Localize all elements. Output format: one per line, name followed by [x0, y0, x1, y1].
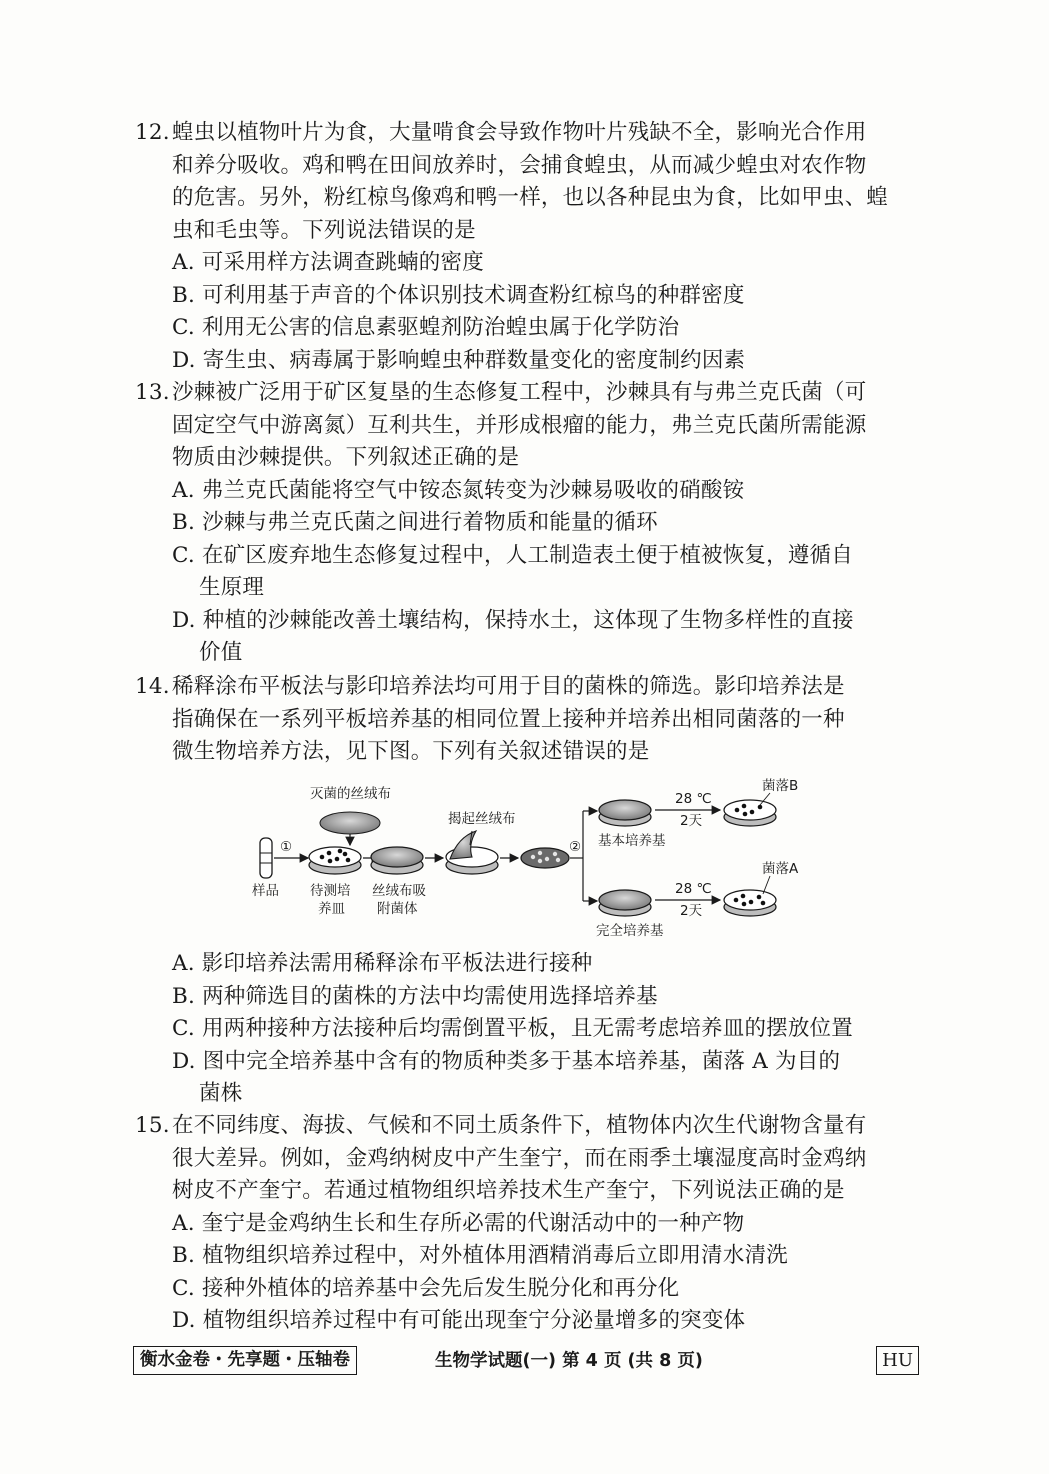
question-text: 的危害。另外，粉红椋鸟像鸡和鸭一样，也以各种昆虫为食，比如甲虫、蝗 — [172, 185, 889, 210]
question-text: 稀释涂布平板法与影印培养法均可用于目的菌株的筛选。影印培养法是 — [172, 674, 845, 699]
basic-medium-label: 基本培养基 — [598, 833, 666, 849]
complete-medium-dish-icon — [599, 890, 651, 916]
velvet-cloth-icon — [320, 812, 380, 834]
option-d: D. 种植的沙棘能改善土壤结构，保持水土，这体现了生物多样性的直接 — [172, 607, 854, 633]
temp-top-label: 28 ℃ — [675, 791, 712, 807]
question-text: 蝗虫以植物叶片为食，大量啃食会导致作物叶片残缺不全，影响光合作用 — [172, 120, 867, 145]
question-15 — [135, 1110, 920, 1338]
days-bottom-label: 2天 — [680, 903, 703, 919]
lifting-cloth-icon — [446, 831, 498, 874]
question-text: 在不同纬度、海拔、气候和不同土质条件下，植物体内次生代谢物含量有 — [172, 1113, 867, 1138]
question-14-options — [135, 948, 920, 1111]
region-code: HU — [876, 1346, 919, 1375]
option-a: A. 影印培养法需用稀释涂布平板法进行接种 — [172, 951, 593, 976]
question-text: 和养分吸收。鸡和鸭在田间放养时，会捕食蝗虫，从而减少蝗虫对农作物 — [172, 152, 867, 178]
option-b: B. 两种筛选目的菌株的方法中均需使用选择培养基 — [172, 983, 658, 1009]
test-dish-label-1: 待测培 — [310, 883, 351, 899]
cloth-absorb-label-2: 附菌体 — [377, 901, 418, 917]
days-top-label: 2天 — [680, 813, 703, 829]
option-d-continued: 菌株 — [199, 1081, 243, 1106]
cloth-dish-icon — [371, 847, 423, 874]
petri-dish-icon — [309, 847, 361, 874]
option-b: B. 植物组织培养过程中，对外植体用酒精消毒后立即用清水清洗 — [172, 1243, 788, 1268]
result-dish-b-icon — [724, 800, 776, 826]
basic-medium-dish-icon — [599, 800, 651, 826]
option-c: C. 利用无公害的信息素驱蝗剂防治蝗虫属于化学防治 — [172, 315, 680, 340]
sample-label: 样品 — [252, 883, 279, 899]
page-info: 生物学试题(一) 第 4 页 (共 8 页) — [435, 1351, 703, 1371]
question-number: 13. — [135, 380, 170, 405]
option-d-continued: 价值 — [199, 640, 243, 665]
question-text: 指确保在一系列平板培养基的相同位置上接种并培养出相同菌落的一种 — [172, 706, 845, 732]
test-tube-icon — [260, 838, 272, 878]
question-text: 物质由沙棘提供。下列叙述正确的是 — [172, 445, 520, 470]
result-dish-a-icon — [724, 890, 776, 916]
cloth-colonies-icon — [521, 848, 569, 868]
pointer-line — [763, 876, 770, 894]
step-1-label: ① — [280, 839, 293, 855]
question-12 — [135, 117, 920, 377]
complete-medium-label: 完全培养基 — [596, 923, 664, 939]
question-text: 沙棘被广泛用于矿区复垦的生态修复工程中，沙棘具有与弗兰克氏菌（可 — [172, 380, 867, 405]
colony-a-label: 菌落A — [762, 861, 799, 877]
cloth-absorb-label-1: 丝绒布吸 — [372, 883, 426, 899]
option-c: C. 用两种接种方法接种后均需倒置平板，且无需考虑培养皿的摆放位置 — [172, 1016, 853, 1041]
option-a: A. 可采用样方法调查跳蝻的密度 — [172, 250, 484, 275]
page-footer — [133, 1346, 919, 1376]
step-2-label: ② — [569, 839, 582, 855]
lift-cloth-label: 揭起丝绒布 — [448, 811, 516, 827]
option-d: D. 寄生虫、病毒属于影响蝗虫种群数量变化的密度制约因素 — [172, 347, 746, 373]
sterile-cloth-label: 灭菌的丝绒布 — [310, 786, 391, 802]
colony-b-label: 菌落B — [762, 778, 799, 794]
brand-label: 衡水金卷・先享题・压轴卷 — [133, 1346, 357, 1375]
question-text: 很大差异。例如，金鸡纳树皮中产生奎宁，而在雨季土壤湿度高时金鸡纳 — [172, 1145, 867, 1171]
question-number: 12. — [135, 120, 170, 145]
option-c-continued: 生原理 — [199, 575, 265, 600]
question-text: 虫和毛虫等。下列说法错误的是 — [172, 217, 476, 243]
question-text: 固定空气中游离氮）互利共生，并形成根瘤的能力，弗兰克氏菌所需能源 — [172, 412, 867, 438]
option-c: C. 在矿区废弃地生态修复过程中，人工制造表土便于植被恢复，遵循自 — [172, 542, 853, 568]
temp-bottom-label: 28 ℃ — [675, 881, 712, 897]
question-text: 微生物培养方法，见下图。下列有关叙述错误的是 — [172, 739, 650, 764]
option-a: A. 弗兰克氏菌能将空气中铵态氮转变为沙棘易吸收的硝酸铵 — [172, 477, 745, 503]
diagram-svg — [250, 773, 805, 941]
option-c: C. 接种外植体的培养基中会先后发生脱分化和再分化 — [172, 1275, 680, 1301]
option-b: B. 可利用基于声音的个体识别技术调查粉红椋鸟的种群密度 — [172, 282, 745, 308]
question-text: 树皮不产奎宁。若通过植物组织培养技术生产奎宁，下列说法正确的是 — [172, 1178, 845, 1203]
test-dish-label-2: 养皿 — [318, 901, 345, 917]
replica-plating-diagram — [250, 773, 805, 941]
question-13 — [135, 377, 920, 670]
question-number: 14. — [135, 674, 170, 699]
question-14 — [135, 671, 920, 769]
option-d: D. 植物组织培养过程中有可能出现奎宁分泌量增多的突变体 — [172, 1308, 746, 1333]
option-a: A. 奎宁是金鸡纳生长和生存所必需的代谢活动中的一种产物 — [172, 1210, 745, 1236]
question-number: 15. — [135, 1113, 170, 1138]
option-d: D. 图中完全培养基中含有的物质种类多于基本培养基，菌落 A 为目的 — [172, 1048, 841, 1074]
option-b: B. 沙棘与弗兰克氏菌之间进行着物质和能量的循环 — [172, 510, 658, 535]
